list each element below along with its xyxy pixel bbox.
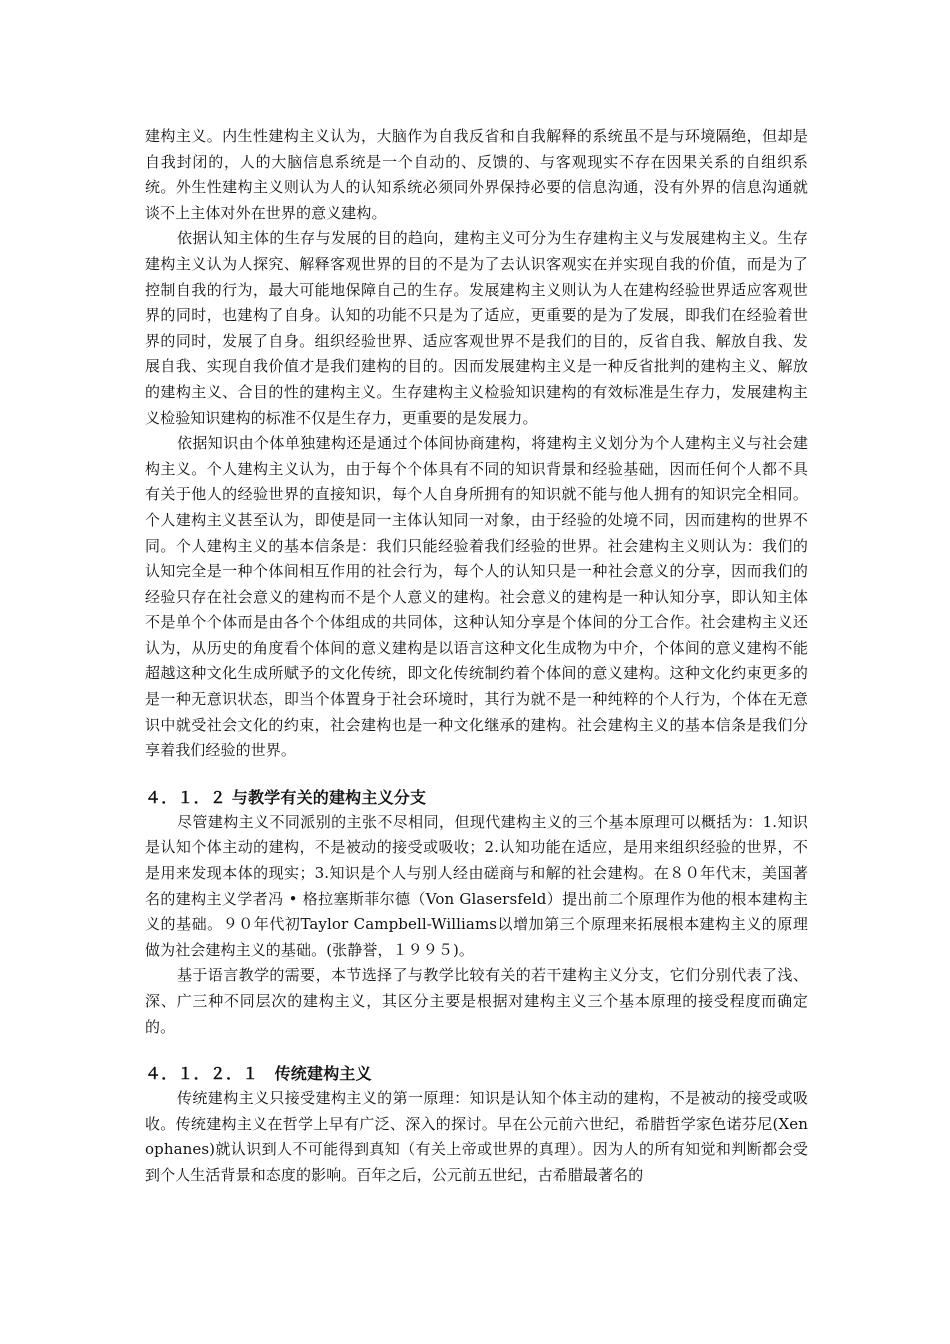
subsection-heading: ４．１．２．１ 传统建构主义 [145, 1064, 372, 1084]
document-page [145, 124, 808, 1189]
body-paragraph-continued: 建构主义。内生性建构主义认为，大脑作为自我反省和自我解释的系统虽不是与环境隔绝，但却是自我封闭的，人的大脑信息系统是一个自动的、反馈的、与客观现实不存在因果关系的自组织系统。外生性建构主义则认为人的认知系统必须同外界保持必要的信息沟通，没有外界的信息沟通就谈不上主体对外在世界的意义建构。 [145, 127, 808, 222]
body-paragraph-branches: 基于语言教学的需要，本节选择了与教学比较有关的若干建构主义分支，它们分别代表了浅、深、广三种不同层次的建构主义，其区分主要是根据对建构主义三个基本原理的接受程度而确定的。 [145, 966, 808, 1036]
body-paragraph-individual-social: 依据知识由个体单独建构还是通过个体间协商建构，将建构主义划分为个人建构主义与社会建构主义。个人建构主义认为，由于每个个体具有不同的知识背景和经验基础，因而任何个人都不具有关于他人的经验世界的直接知识，每个人自身所拥有的知识就不能与他人拥有的知识完全相同。个人建构主义甚至认为，即使是同一主体认知同一对象，由于经验的处境不同，因而建构的世界不同。个人建构主义的基本信条是：我们只能经验着我们经验的世界。社会建构主义则认为：我们的认知完全是一种个体间相互作用的社会行为，每个人的认知只是一种社会意义的分享，因而我们的经验只存在社会意义的建构而不是个人意义的建构。社会意义的建构是一种认知分享，即认知主体不是单个个体而是由各个个体组成的共同体，这种认知分享是个体间的分工合作。社会建构主义还认为，从历史的角度看个体间的意义建构是以语言这种文化生成物为中介，个体间的意义建构不能超越这种文化生成所赋予的文化传统，即文化传统制约着个体间的意义建构。这种文化约束更多的是一种无意识状态，即当个体置身于社会环境时，其行为就不是一种纯粹的个人行为，个体在无意识中就受社会文化的约束，社会建构也是一种文化继承的建构。社会建构主义的基本信条是我们分享着我们经验的世界。 [145, 434, 808, 760]
body-paragraph-principles: 尽管建构主义不同派别的主张不尽相同，但现代建构主义的三个基本原理可以概括为：1.知识是认知个体主动的建构，不是被动的接受或吸收；2.认知功能在适应，是用来组织经验的世界，不是用来发现本体的现实；3.知识是个人与别人经由磋商与和解的社会建构。在８０年代末，美国著名的建构主义学者冯 • 格拉塞斯菲尔德（Von Glasersfeld）提出前二个原理作为他的根本建构主义的基础。９０年代初Taylor Campbell-Williams以增加第三个原理来拓展根本建构主义的原理做为社会建构主义的基础。(张静誉，１９９５)。 [145, 812, 808, 959]
section-heading: ４．１．２ 与教学有关的建构主义分支 [145, 787, 427, 807]
body-paragraph-survival-development: 依据认知主体的生存与发展的目的趋向，建构主义可分为生存建构主义与发展建构主义。生存建构主义认为人探究、解释客观世界的目的不是为了去认识客观实在并实现自我的价值，而是为了控制自我的行为，最大可能地保障自己的生存。发展建构主义则认为人在建构经验世界适应客观世界的同时，也建构了自身。认知的功能不只是为了适应，更重要的是为了发展，即我们在经验着世界的同时，发展了自身。组织经验世界、适应客观世界不是我们的目的，反省自我、解放自我、发展自我、实现自我价值才是我们建构的目的。因而发展建构主义是一种反省批判的建构主义、解放的建构主义、合目的性的建构主义。生存建构主义检验知识建构的有效标准是生存力，发展建构主义检验知识建构的标准不仅是生存力，更重要的是发展力。 [145, 229, 808, 427]
body-paragraph-traditional: 传统建构主义只接受建构主义的第一原理：知识是认知个体主动的建构，不是被动的接受或吸收。传统建构主义在哲学上早有广泛、深入的探讨。早在公元前六世纪，希腊哲学家色诺芬尼(Xenophanes)就认识到人不可能得到真知（有关上帝或世界的真理）。因为人的所有知觉和判断都会受到个人生活背景和态度的影响。百年之后，公元前五世纪，古希腊最著名的 [145, 1089, 808, 1184]
